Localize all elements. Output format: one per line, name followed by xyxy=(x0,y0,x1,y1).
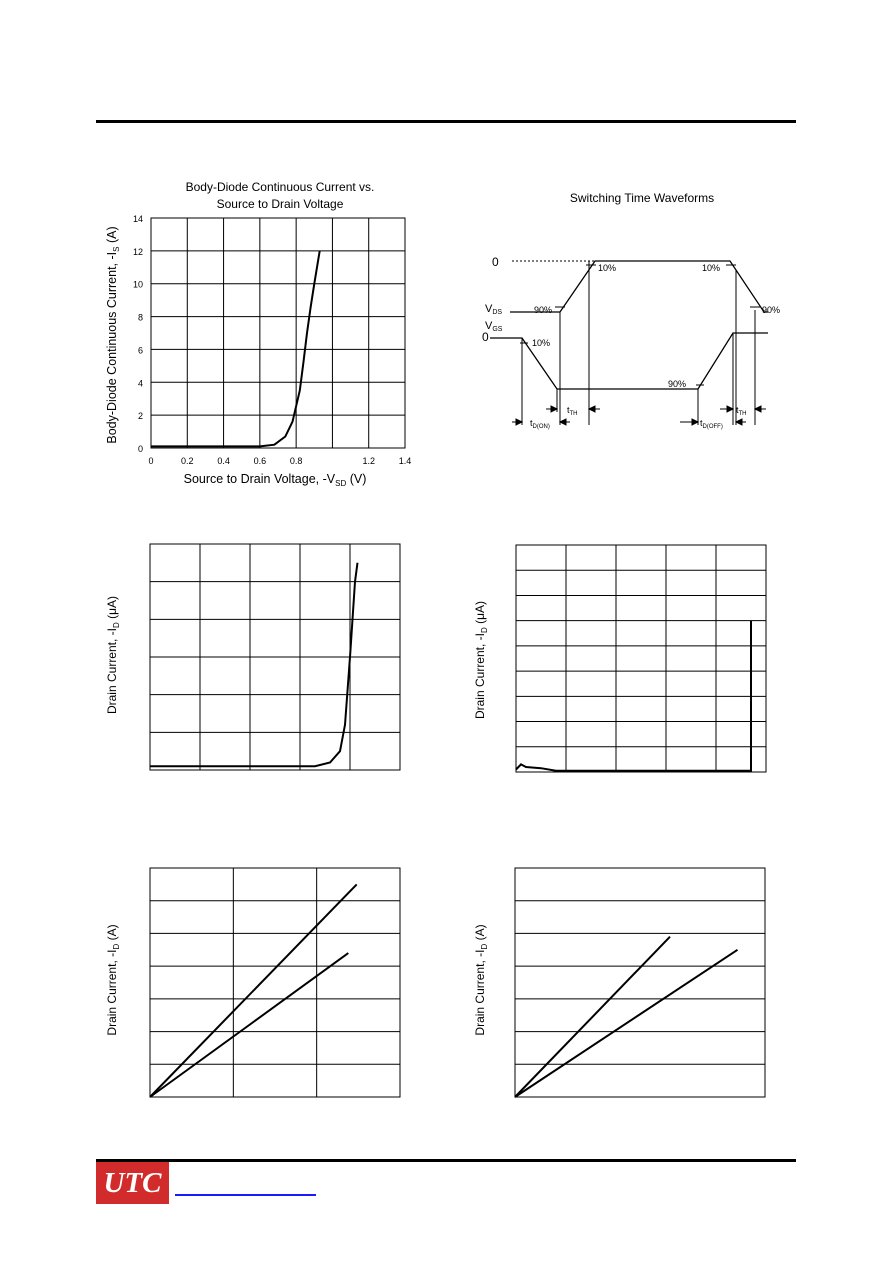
header-rule xyxy=(96,120,796,123)
drain-leakage-chart-right xyxy=(468,540,778,780)
y-tick-label: 2 xyxy=(137,411,143,422)
y-axis-label: Drain Current, $-I_D$ (μA) xyxy=(105,595,121,715)
series-line-1 xyxy=(515,937,670,1097)
plot-grid xyxy=(150,544,400,770)
vds-label: VDS xyxy=(485,303,503,316)
x-tick-labels xyxy=(148,456,411,466)
switching-waveforms-diagram xyxy=(470,180,800,440)
company-logo xyxy=(96,1162,169,1204)
pct-10-fall: 10% xyxy=(702,263,721,273)
series-line xyxy=(150,563,358,766)
vgs-label: VGS xyxy=(485,320,503,333)
series-line xyxy=(151,251,320,447)
series-line-2 xyxy=(150,953,348,1097)
y-tick-label: 12 xyxy=(132,246,143,257)
series-line-2 xyxy=(515,950,738,1097)
t-doff-label: $t_{D(OFF)}$ xyxy=(700,418,723,430)
body-diode-chart xyxy=(100,175,420,495)
series-line-1 xyxy=(150,884,357,1097)
website-link[interactable] xyxy=(175,1194,316,1196)
x-tick-label: 0 xyxy=(148,456,154,466)
pct-90-gate: 90% xyxy=(668,379,687,389)
drain-leakage-chart-left xyxy=(100,540,410,780)
zero-top-label: 0 xyxy=(492,255,499,269)
x-tick-label: 0.6 xyxy=(253,456,267,466)
pct-10-gate: 10% xyxy=(532,338,551,348)
x-tick-label: 0.8 xyxy=(289,456,303,466)
x-tick-label: 1.4 xyxy=(398,456,412,466)
y-tick-label: 0 xyxy=(137,444,143,454)
chart-title-line2: Source to Drain Voltage xyxy=(216,197,344,211)
y-tick-label: 6 xyxy=(137,345,143,356)
diagram-title: Switching Time Waveforms xyxy=(569,191,715,205)
timing-markers xyxy=(520,261,760,425)
y-tick-label: 10 xyxy=(132,279,143,290)
y-tick-labels xyxy=(133,214,143,454)
plot-grid xyxy=(150,868,400,1097)
pct-90-fall: 90% xyxy=(762,305,781,315)
chart-title-line1: Body-Diode Continuous Current vs. xyxy=(185,180,375,194)
y-tick-label: 4 xyxy=(137,378,143,389)
y-tick-label: 14 xyxy=(132,214,143,224)
plot-frame xyxy=(151,218,405,448)
t-don-label: $t_{D(ON)}$ xyxy=(530,418,550,430)
plot-frame xyxy=(515,868,765,1097)
pct-10-rise: 10% xyxy=(598,263,617,273)
timing-arrows xyxy=(512,406,766,425)
drain-current-chart-right xyxy=(468,865,778,1105)
x-axis-label: Source to Drain Voltage, $-V_{SD}$ (V) xyxy=(183,472,367,488)
t-fall-label: $t_{TH}$ xyxy=(736,405,747,417)
logo-text: UTC xyxy=(103,1167,162,1199)
plot-frame xyxy=(150,868,400,1097)
drain-current-chart-left xyxy=(100,865,410,1105)
y-axis-label: Body-Diode Continuous Current, $-I_S$ (A) xyxy=(105,226,121,444)
plot-grid xyxy=(515,868,765,1097)
x-tick-label: 0.2 xyxy=(181,456,194,466)
series-lines xyxy=(150,884,357,1097)
x-tick-label: 1.2 xyxy=(362,456,375,466)
zero-mid-label: 0 xyxy=(482,330,489,344)
y-tick-label: 8 xyxy=(137,312,143,323)
plot-grid xyxy=(516,545,766,772)
x-tick-label: 0.4 xyxy=(217,456,230,466)
y-axis-label: Drain Current, $-I_D$ (μA) xyxy=(473,600,489,720)
pct-90-rise: 90% xyxy=(534,305,553,315)
plot-grid xyxy=(151,218,405,448)
y-axis-label: Drain Current, $-I_D$ (A) xyxy=(105,924,121,1036)
plot-frame xyxy=(516,545,766,772)
footer-rule xyxy=(96,1159,796,1162)
series-lines xyxy=(515,937,738,1097)
t-rise-label: $t_{TH}$ xyxy=(567,405,578,417)
y-axis-label: Drain Current, $-I_D$ (A) xyxy=(473,924,489,1036)
